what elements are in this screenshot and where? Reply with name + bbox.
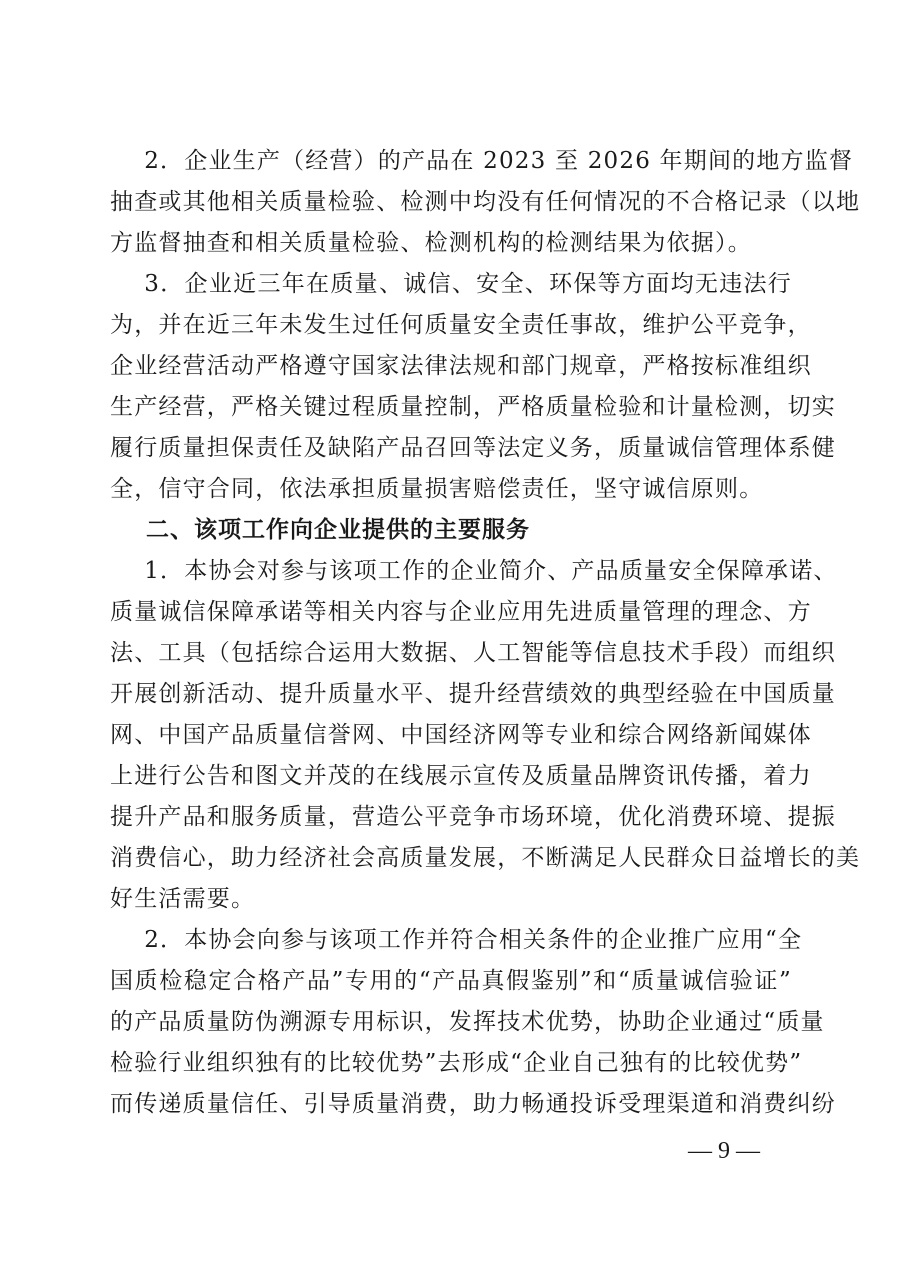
text-line: 企业经营活动严格遵守国家法律法规和部门规章，严格按标准组织 (110, 353, 812, 379)
text-line: 方监督抽查和相关质量检验、检测机构的检测结果为依据）。 (110, 230, 752, 256)
text-line: 而传递质量信任、引导质量消费，助力畅通投诉受理渠道和消费纠纷 (110, 1091, 836, 1117)
text-line: 全，信守合同，依法承担质量损害赔偿责任，坚守诚信原则。 (110, 476, 764, 502)
text-line: 消费信心，助力经济社会高质量发展，不断满足人民群众日益增长的美 (110, 845, 861, 871)
text-line: 2．企业生产（经营）的产品在 2023 至 2026 年期间的地方监督 (120, 148, 854, 174)
paragraph-item-2-products (110, 141, 861, 264)
text-line: 提升产品和服务质量，营造公平竞争市场环境，优化消费环境、提振 (110, 804, 836, 830)
text-line: 的产品质量防伪溯源专用标识，发挥技术优势，协助企业通过“质量 (110, 1009, 825, 1035)
text-line: 生产经营，严格关键过程质量控制，严格质量检验和计量检测，切实 (110, 394, 836, 420)
text-line: 3．企业近三年在质量、诚信、安全、环保等方面均无违法行 (120, 271, 792, 297)
text-line: 抽查或其他相关质量检验、检测中均没有任何情况的不合格记录（以地 (110, 189, 861, 215)
text-line: 为，并在近三年未发生过任何质量安全责任事故，维护公平竞争， (110, 312, 812, 338)
text-line: 网、中国产品质量信誉网、中国经济网等专业和综合网络新闻媒体 (110, 722, 812, 748)
text-line: 法、工具（包括综合运用大数据、人工智能等信息技术手段）而组织 (110, 640, 836, 666)
paragraph-service-2-labels (110, 920, 836, 1125)
page-number: — 9 — (688, 1138, 760, 1164)
paragraph-item-3-compliance (110, 264, 836, 510)
text-line: 质量诚信保障承诺等相关内容与企业应用先进质量管理的理念、方 (110, 599, 812, 625)
text-line: 国质检稳定合格产品”专用的“产品真假鉴别”和“质量诚信验证” (110, 968, 792, 994)
section-heading: 二、该项工作向企业提供的主要服务 (146, 517, 530, 543)
text-line: 履行质量担保责任及缺陷产品召回等法定义务，质量诚信管理体系健 (110, 435, 836, 461)
text-line: 上进行公告和图文并茂的在线展示宣传及质量品牌资讯传播，着力 (110, 763, 812, 789)
text-line: 检验行业组织独有的比较优势”去形成“企业自己独有的比较优势” (110, 1050, 803, 1076)
text-line: 好生活需要。 (110, 886, 256, 912)
text-line: 1．本协会对参与该项工作的企业简介、产品质量安全保障承诺、 (120, 558, 838, 584)
text-line: 开展创新活动、提升质量水平、提升经营绩效的典型经验在中国质量 (110, 681, 836, 707)
document-page (110, 141, 861, 1125)
paragraph-service-1-publicity (110, 551, 861, 920)
text-line: 2．本协会向参与该项工作并符合相关条件的企业推广应用“全 (120, 927, 803, 953)
